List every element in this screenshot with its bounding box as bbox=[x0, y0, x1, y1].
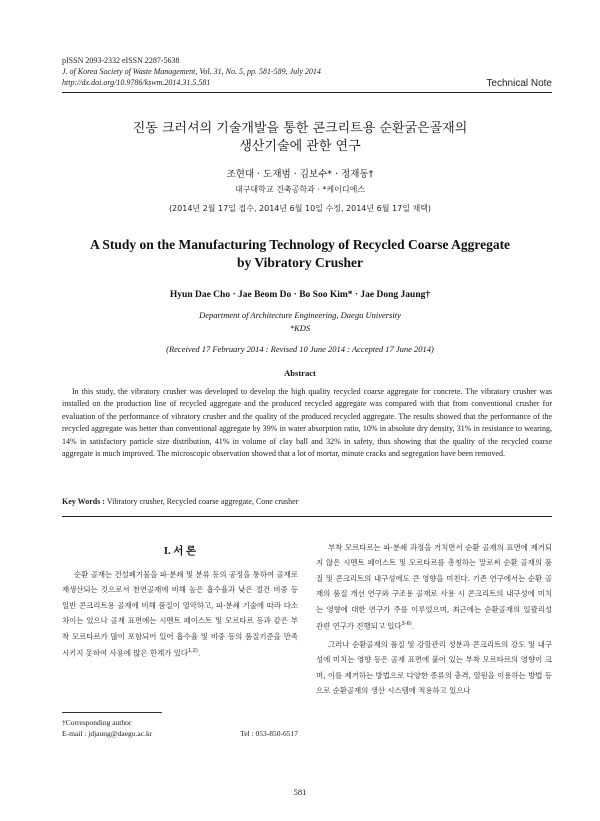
article-type: Technical Note bbox=[486, 78, 552, 89]
email-address[interactable]: E-mail : jdjaung@daegu.ac.kr bbox=[62, 729, 153, 738]
keywords-label: Key Words : bbox=[62, 497, 105, 506]
paragraph-text: 부착 모르타르는 파·분쇄 과정을 거치면서 순환 골재의 표면에 제거되지 않은 시멘트 페이스트 및 모르타르를 총칭하는 말로써 순환 골재의 품질 및 콘크리트의 내구성에도 큰 영향을 미친다. 기존 연구에서는 순환 골재의 품질 개선 연구와 구조용 골재로 사용 시 콘크리트의 내구성에 미치는 영향에 대한 연구가 주를 이루었으며, 최근에는 순환골재의 일괄리성 관련 연구가 진행되고 있다 bbox=[316, 543, 552, 631]
footnote-divider bbox=[62, 712, 162, 713]
english-affiliation-line2: *KDS bbox=[289, 323, 311, 333]
english-title bbox=[0, 236, 600, 272]
korean-dates: (2014년 2월 17일 접수, 2014년 6월 10일 수정, 2014년 6월 17일 채택) bbox=[168, 204, 432, 213]
paragraph-end: . bbox=[197, 648, 201, 658]
english-affiliation bbox=[0, 309, 600, 335]
issn-line: pISSN 2093-2332 eISSN 2287-5638 bbox=[62, 56, 180, 65]
paragraph: 그러나 순환골재의 품질 및 강할관리 성분과 콘크리트의 강도 및 내구성에 미치는 영향 등은 골재 표면에 붙어 있는 부착 모르타르의 영향이 크며, 이를 제거하는 방법으로 다양한 종류의 충격, 열원을 이용하는 방법 등으로 순환골재의 생산 시스템에 적용하고 있으나 bbox=[316, 639, 552, 696]
korean-title bbox=[0, 120, 600, 156]
korean-title-line2: 생산기술에 관한 연구 bbox=[239, 139, 361, 154]
paragraph-end: . bbox=[411, 621, 415, 631]
doi-link[interactable]: http://dx.doi.org/10.9786/kswm.2014.31.5.581 bbox=[62, 78, 211, 87]
korean-affiliation: 대구대학교 건축공학과 · *케이디에스 bbox=[234, 185, 366, 194]
english-title-line2: by Vibratory Crusher bbox=[237, 255, 363, 270]
citation-ref[interactable]: 3-6) bbox=[401, 621, 412, 628]
english-affiliation-line1: Department of Architecture Engineering, Daegu University bbox=[199, 310, 401, 320]
paragraph bbox=[316, 540, 552, 634]
section-heading: I. 서 론 bbox=[163, 546, 197, 557]
footnote bbox=[62, 717, 298, 739]
english-title-line1: A Study on the Manufacturing Technology of Recycled Coarse Aggregate bbox=[89, 237, 511, 252]
abstract-body: In this study, the vibratory crusher was developed to develop the high quality recycled coarse aggregate for concrete. The vibratory crusher was installed on the production line of recycled aggregate and the produced recycled aggregate was compared with that from conventional crusher for evaluation of the performance of vibratory crusher and the quality of the produced recycled aggregate. The results showed that the performance of the recycled aggregate was better than conventional aggregate by 39% in water absorption ratio, 10% in absolute dry density, 31% in resistance to wearing, 14% in satisfactory particle size distribution, 41% in volume of clay ball and 32% in safety, thus showing that the quality of the recycled coarse aggregate is much improved. The microscopic observation showed that a lot of mortar, minute cracks and segregation have been removed. bbox=[62, 387, 552, 459]
paragraph-text: 순환 골재는 건설폐기물을 파·분쇄 및 분류 등의 공정을 통하여 골재로 재생산되는 것으로서 천연골재에 비해 높은 흡수율과 낮은 절건 비중 등 일반 콘크리트용 골재에 비해 품질이 열악하고, 파·분쇄 기술에 따라 다소 차이는 있으나 골재 표면에는 시멘트 페이스트 및 모르타르 등과 같은 부착 모르타르가 많이 포함되어 있어 흡수율 및 비중 등의 품질기준을 만족시키지 못하여 사용에 많은 한계가 있다 bbox=[62, 570, 298, 658]
contact-line bbox=[62, 728, 298, 739]
header-divider bbox=[62, 92, 552, 93]
corresponding-author: †Corresponding author bbox=[62, 718, 132, 727]
phone-number: Tel : 053-850-6517 bbox=[240, 729, 298, 738]
page-number: 581 bbox=[293, 787, 307, 797]
korean-authors: 조현대 · 도재범 · 김보수* · 정재동† bbox=[226, 169, 374, 180]
journal-header bbox=[62, 55, 321, 88]
left-column bbox=[62, 567, 298, 664]
journal-citation: J. of Korea Society of Waste Management, Vol. 31, No. 5, pp. 581-589, July 2014 bbox=[62, 67, 321, 76]
english-authors: Hyun Dae Cho · Jae Beom Do · Bo Soo Kim* · Jae Dong Jaung† bbox=[169, 290, 431, 300]
abstract-divider bbox=[62, 516, 552, 517]
paragraph bbox=[62, 567, 298, 661]
right-column bbox=[316, 540, 552, 702]
keywords-text: Vibratory crusher, Recycled coarse aggregate, Cone crusher bbox=[104, 497, 299, 506]
citation-ref[interactable]: 1,2) bbox=[187, 648, 198, 655]
english-dates: (Received 17 February 2014 : Revised 10 June 2014 : Accepted 17 June 2014) bbox=[166, 344, 434, 354]
keywords bbox=[62, 497, 552, 506]
abstract-heading: Abstract bbox=[284, 368, 316, 378]
korean-title-line1: 진동 크러셔의 기술개발을 통한 콘크리트용 순환굵은골재의 bbox=[132, 121, 468, 136]
